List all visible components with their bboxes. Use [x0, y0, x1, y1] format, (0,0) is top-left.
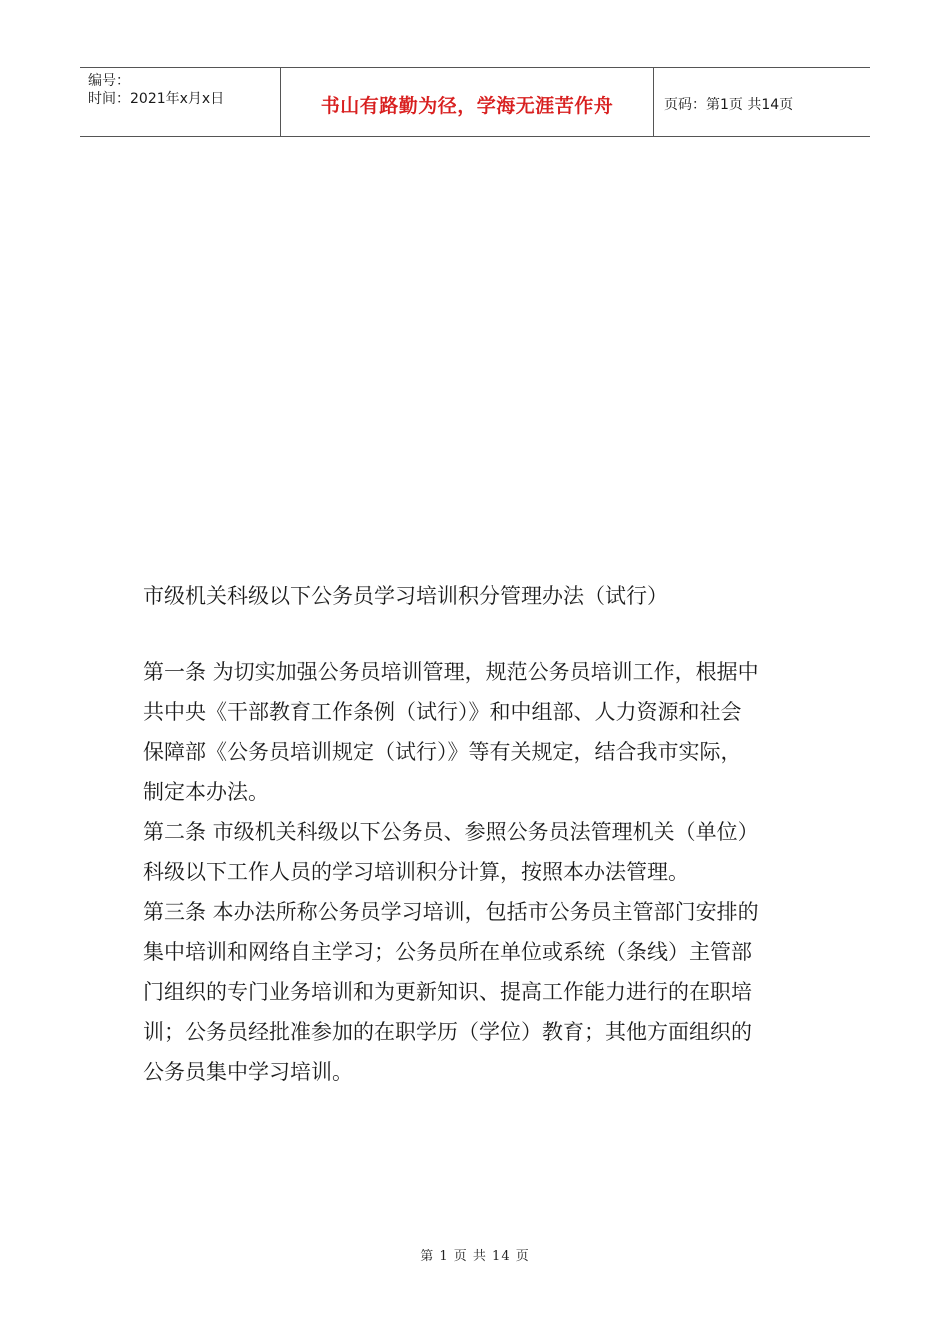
document-header: [80, 67, 870, 137]
document-title: 市级机关科级以下公务员学习培训积分管理办法（试行）: [143, 584, 668, 608]
header-motto: 书山有路勤为径，学海无涯苦作舟: [320, 94, 614, 117]
document-body: [143, 652, 813, 1092]
header-time-label: 时间：2021年x月x日: [88, 91, 225, 107]
article-3: 第三条 本办法所称公务员学习培训，包括市公务员主管部门安排的 集中培训和网络自主学习；公务员所在单位或系统（条线）主管部 门组织的专门业务培训和为更新知识、提高工作能力进行的在职培 训；公务员经批准参加的在职学历（学位）教育；其他方面组织的 公务员集中学习培训。: [143, 900, 759, 1084]
header-meta-cell: [80, 68, 281, 136]
header-page-code: 页码：第1页 共14页: [664, 97, 794, 113]
header-number-label: 编号：: [88, 73, 130, 89]
article-1: 第一条 为切实加强公务员培训管理，规范公务员培训工作，根据中 共中央《干部教育工作条例（试行）》和中组部、人力资源和社会 保障部《公务员培训规定（试行）》等有关规定，结合我市实际， 制定本办法。: [143, 660, 759, 804]
page-footer: 第 1 页 共 14 页: [420, 1249, 530, 1264]
header-motto-cell: [281, 68, 654, 136]
header-page-cell: [654, 68, 870, 136]
article-2: 第二条 市级机关科级以下公务员、参照公务员法管理机关（单位） 科级以下工作人员的学习培训积分计算，按照本办法管理。: [143, 820, 759, 884]
